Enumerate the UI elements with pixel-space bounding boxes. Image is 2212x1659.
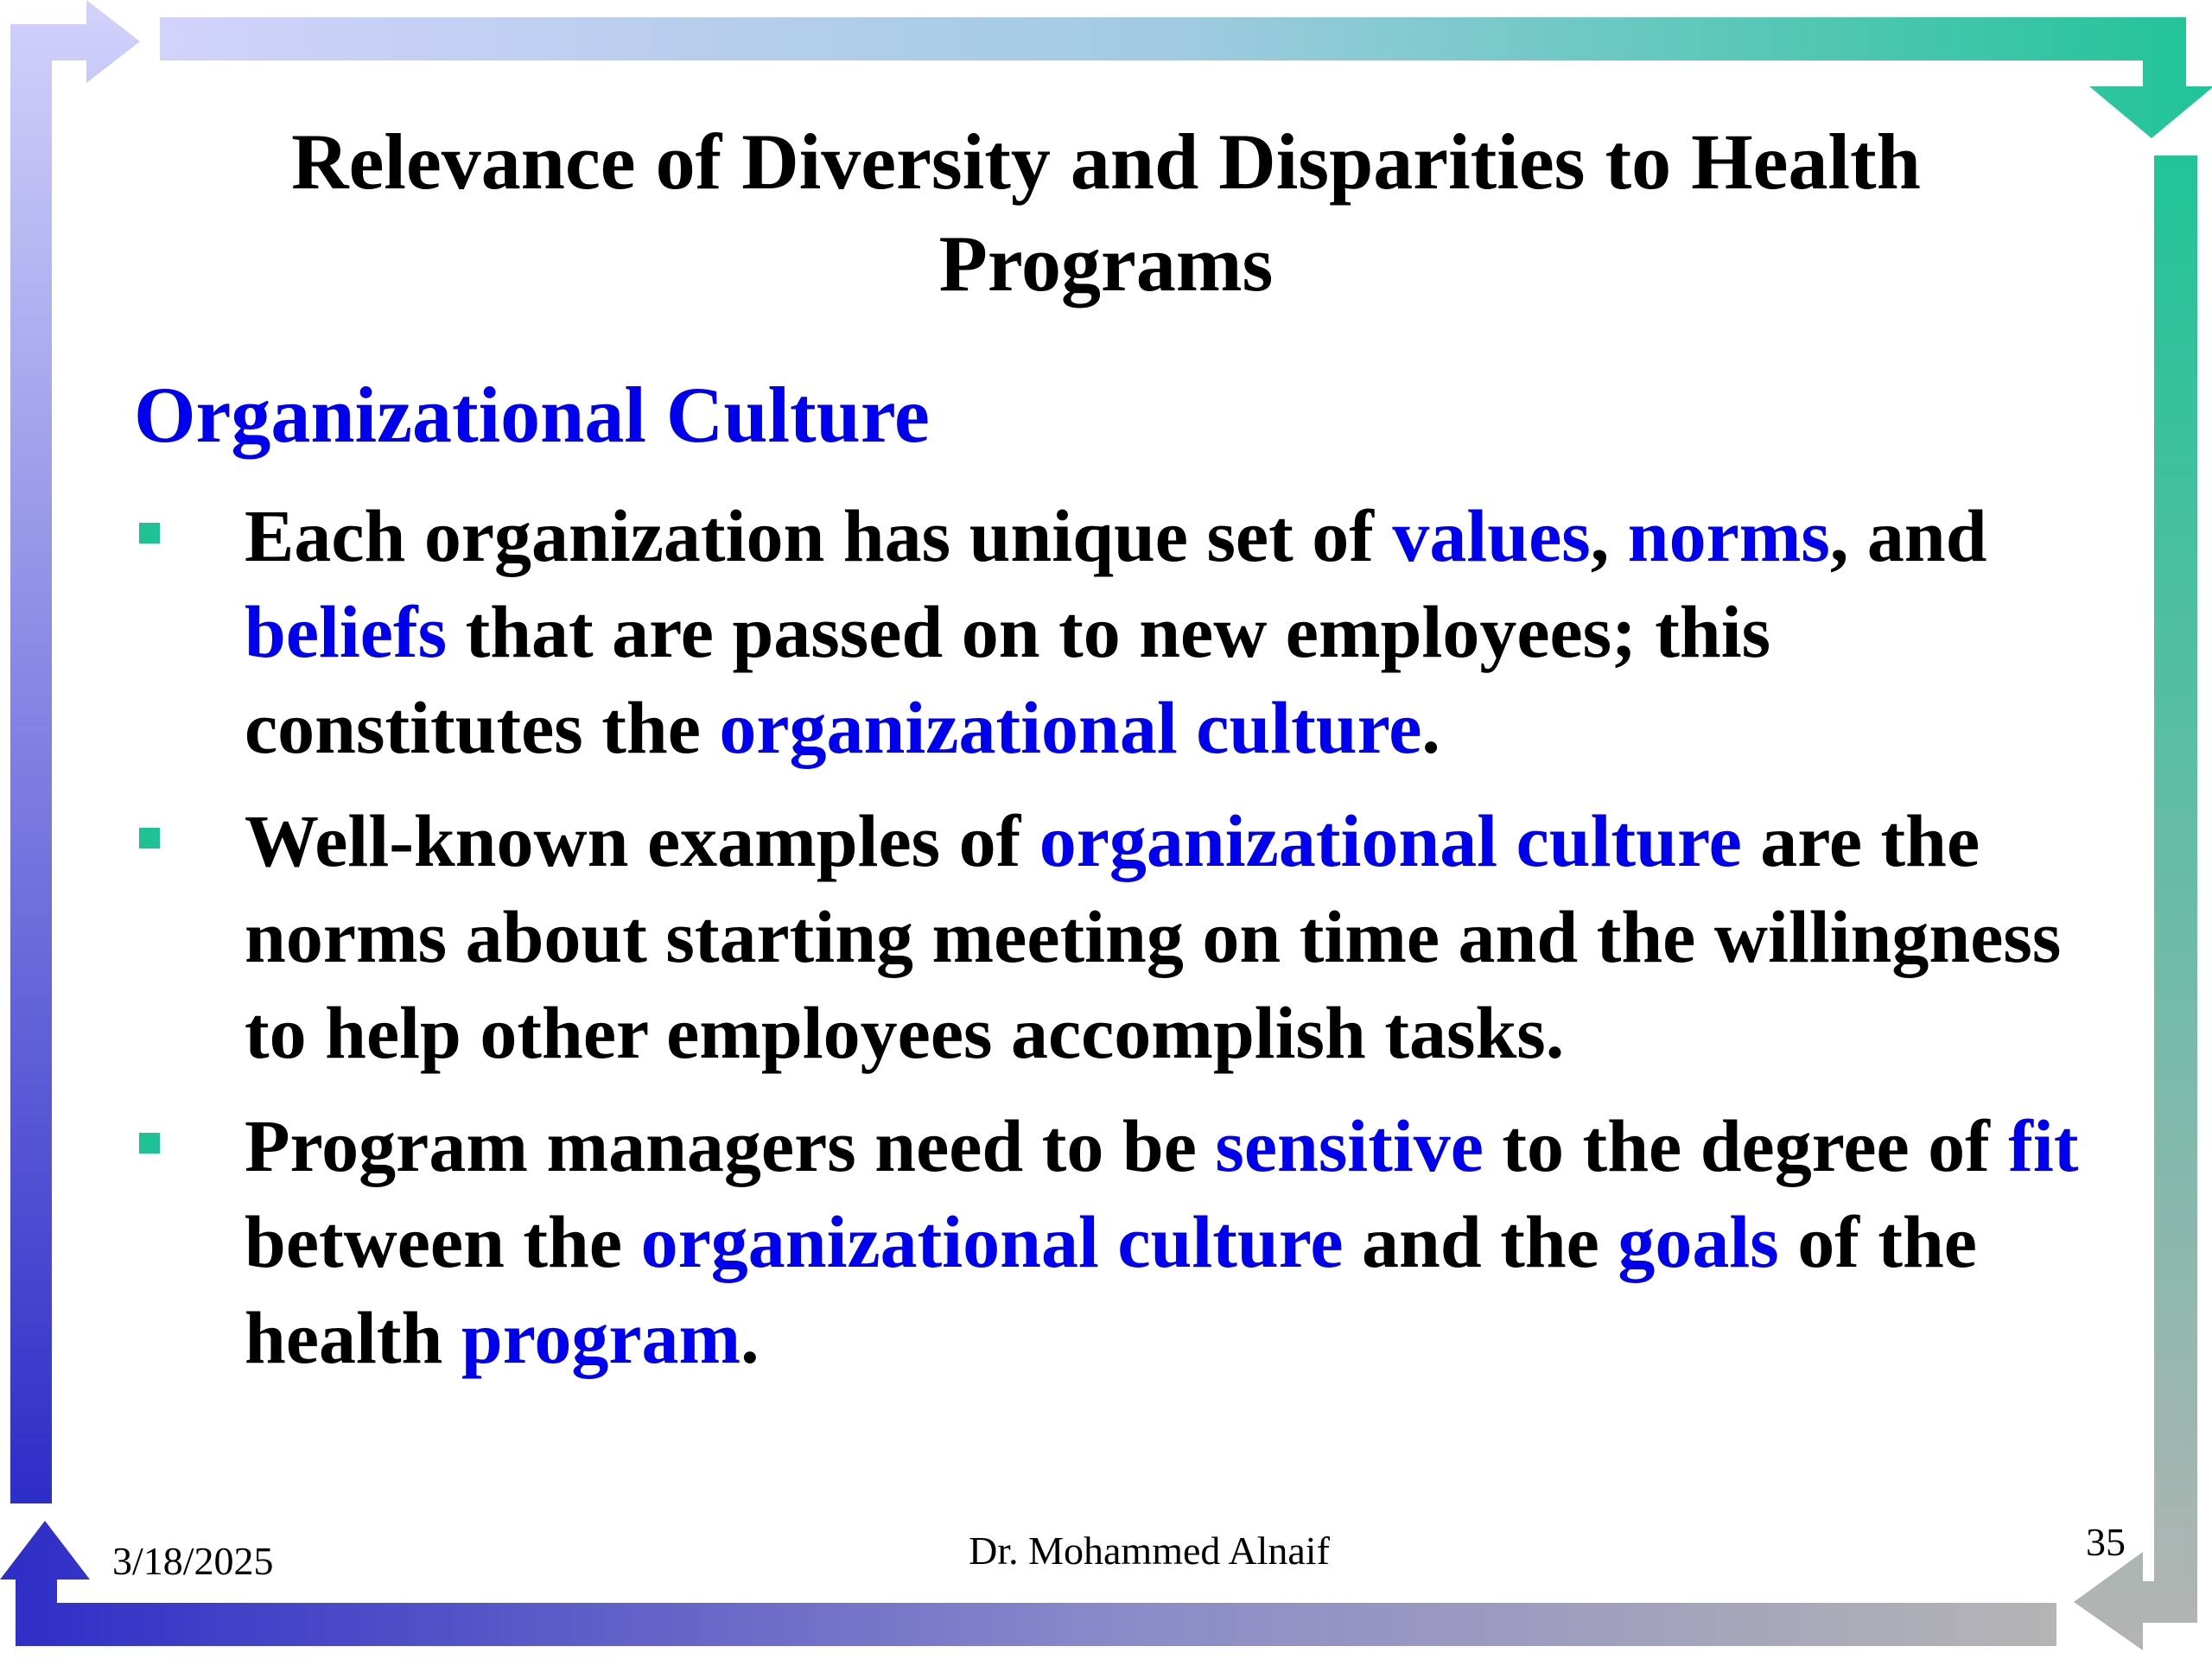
highlighted-term: values xyxy=(1392,494,1591,577)
section-heading: Organizational Culture xyxy=(134,371,930,459)
bullet-text: , and xyxy=(1829,494,1987,577)
highlighted-term: goals xyxy=(1618,1200,1779,1283)
bullet-text: Program managers need to be xyxy=(245,1104,1216,1187)
highlighted-term: organizational culture xyxy=(1039,799,1742,882)
arrow-right-icon xyxy=(10,0,140,1503)
bullet-text: . xyxy=(1421,686,1440,769)
highlighted-term: sensitive xyxy=(1215,1104,1484,1187)
page-number: 35 xyxy=(2086,1520,2126,1564)
bullet-item xyxy=(134,793,2104,1081)
highlighted-term: beliefs xyxy=(245,590,448,673)
bullet-text: are the norms about starting meeting on time and the willingness to help other employees accomplish tasks. xyxy=(245,799,2062,1074)
bullet-text: Each organization has unique set of xyxy=(245,494,1393,577)
bullet-text: to the degree of xyxy=(1483,1104,2009,1187)
bullet-list xyxy=(134,488,2104,1403)
bullet-text: . xyxy=(741,1296,760,1379)
highlighted-term: norms xyxy=(1627,494,1830,577)
highlighted-term: organizational culture xyxy=(640,1200,1344,1283)
square-bullet-icon xyxy=(139,1133,160,1154)
footer-date: 3/18/2025 xyxy=(112,1539,274,1583)
bullet-text: and the xyxy=(1343,1200,1618,1283)
footer-author: Dr. Mohammed Alnaif xyxy=(969,1529,1330,1573)
bullet-item xyxy=(134,488,2104,776)
bullet-text: Well-known examples of xyxy=(245,799,1039,882)
highlighted-term: organizational culture xyxy=(719,686,1422,769)
highlighted-term: program xyxy=(461,1296,741,1379)
bullet-item xyxy=(134,1098,2104,1386)
bullet-text: between the xyxy=(245,1200,641,1283)
highlighted-term: fit xyxy=(2008,1104,2079,1187)
bullet-text: that are passed on to new employees; this constitutes the xyxy=(245,590,1771,769)
square-bullet-icon xyxy=(139,523,160,543)
slide-title: Relevance of Diversity and Disparities to Health Programs xyxy=(291,118,1921,308)
bullet-text: , xyxy=(1590,494,1628,577)
bullet-text: of the health xyxy=(245,1200,1977,1379)
square-bullet-icon xyxy=(139,828,160,849)
